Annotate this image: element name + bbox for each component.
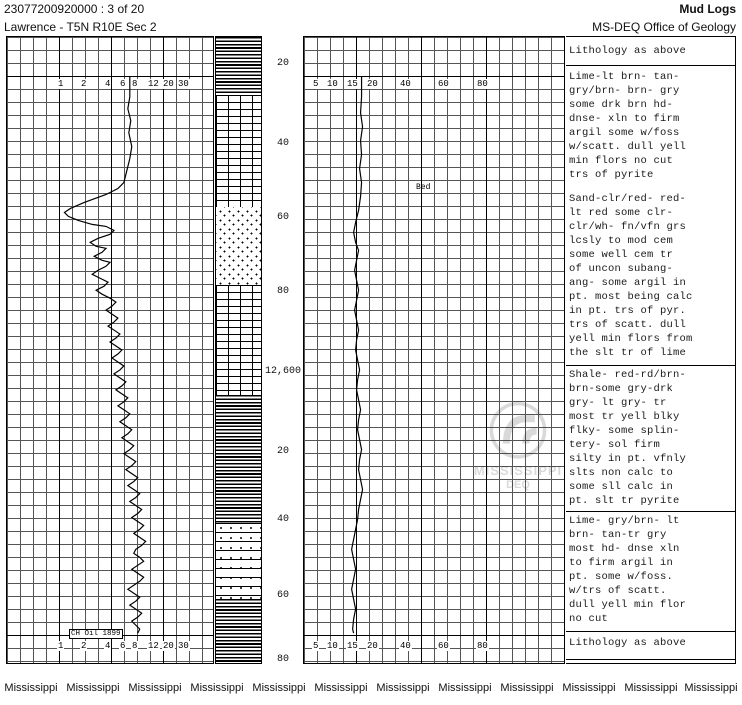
remark-line: w/trs of scatt. — [569, 585, 667, 597]
depth-tick: 60 — [276, 590, 289, 601]
remark-line: Lithology as above — [569, 637, 687, 649]
lith-segment-shale — [216, 599, 261, 664]
remark-divider — [566, 65, 735, 66]
porosity-track — [303, 36, 565, 664]
remark-line: yell min flors from — [569, 333, 693, 345]
lithology-pattern-column — [215, 36, 262, 664]
document-type: Mud Logs — [679, 2, 736, 16]
remark-line: Sand-clr/red- red- — [569, 193, 687, 205]
footer-label: Mississippi — [66, 682, 120, 694]
remark-line: pt. some w/foss. — [569, 571, 674, 583]
footer-label: Mississippi — [438, 682, 492, 694]
remark-line: w/scatt. dull yell — [569, 141, 687, 153]
lith-segment-lime — [216, 285, 261, 395]
remark-line: gry/brn- brn- gry — [569, 85, 680, 97]
depth-tick: 20 — [276, 446, 289, 457]
depth-scale — [263, 36, 303, 664]
track2-scale-3: 15 — [347, 79, 358, 89]
agency-name: MS-DEQ Office of Geology — [592, 20, 736, 34]
remark-line: some drk brn hd- — [569, 99, 674, 111]
remark-line: argil some w/foss — [569, 127, 680, 139]
track1-bscale-5: 8 — [132, 641, 138, 651]
lith-segment-sand — [216, 207, 261, 285]
remark-line: tery- sol firm — [569, 439, 661, 451]
bed-label: Bed — [416, 183, 431, 192]
track1-bscale-3: 4 — [105, 641, 111, 651]
footer-label: Mississippi — [252, 682, 306, 694]
footer-label: Mississippi — [500, 682, 554, 694]
remark-line: clr/wh- fn/vfn grs — [569, 221, 687, 233]
track2-bscale-4: 20 — [367, 641, 378, 651]
footer-label: Mississippi — [376, 682, 430, 694]
remark-line: dull yell min flor — [569, 599, 687, 611]
remark-line: flky- some splin- — [569, 425, 680, 437]
well-location: Lawrence - T5N R10E Sec 2 — [4, 20, 157, 34]
resistivity-track — [6, 36, 214, 664]
footer-label: Mississippi — [314, 682, 368, 694]
track2-scale-5: 40 — [400, 79, 411, 89]
remark-line: trs of scatt. dull — [569, 319, 687, 331]
footer-label: Mississippi — [4, 682, 58, 694]
remark-line: pt. most being calc — [569, 291, 693, 303]
remark-line: pt. slt tr pyrite — [569, 495, 680, 507]
remark-line: Shale- red-rd/brn- — [569, 369, 687, 381]
track1-scale-1: 1 — [58, 79, 64, 89]
page-header — [0, 0, 742, 36]
remark-line: Lime- gry/brn- lt — [569, 515, 680, 527]
depth-tick: 40 — [276, 138, 289, 149]
page-footer — [0, 668, 742, 705]
footer-label: Mississippi — [190, 682, 244, 694]
remark-line: slts non calc to — [569, 467, 674, 479]
porosity-curve — [304, 37, 564, 663]
track2-bscale-6: 60 — [438, 641, 449, 651]
track1-scale-2: 2 — [81, 79, 87, 89]
track1-scale-5: 8 — [132, 79, 138, 89]
remark-line: of uncon subang- — [569, 263, 674, 275]
track1-scale-7: 20 — [163, 79, 174, 89]
track1-bscale-7: 20 — [163, 641, 174, 651]
track1-scale-6: 12 — [148, 79, 159, 89]
remark-line: lt red some clr- — [569, 207, 674, 219]
track2-bscale-2: 10 — [327, 641, 338, 651]
footer-label: Mississippi — [128, 682, 182, 694]
footer-label: Mississippi — [562, 682, 616, 694]
track2-bscale-1: 5 — [313, 641, 319, 651]
track1-bscale-8: 30 — [178, 641, 189, 651]
remark-line: min flors no cut — [569, 155, 674, 167]
track1-bscale-1: 1 — [58, 641, 64, 651]
resistivity-curve — [7, 37, 213, 663]
track1-bscale-6: 12 — [148, 641, 159, 651]
track2-scale-4: 20 — [367, 79, 378, 89]
track2-bscale-5: 40 — [400, 641, 411, 651]
depth-tick: 60 — [276, 212, 289, 223]
remark-line: Lime-lt brn- tan- — [569, 71, 680, 83]
depth-tick: 20 — [276, 58, 289, 69]
footer-label: Mississippi — [624, 682, 678, 694]
track1-scale-8: 30 — [178, 79, 189, 89]
log-frame — [6, 36, 736, 664]
track1-scale-3: 4 — [105, 79, 111, 89]
remark-divider — [566, 511, 735, 512]
remark-line: most tr yell blky — [569, 411, 680, 423]
remark-divider — [566, 365, 735, 366]
api-number: 23077200920000 : 3 of 20 — [4, 2, 145, 16]
track1-bscale-2: 2 — [81, 641, 87, 651]
track2-scale-2: 10 — [327, 79, 338, 89]
lith-segment-sandlime — [216, 523, 261, 599]
track1-bscale-4: 6 — [120, 641, 126, 651]
track2-scale-7: 80 — [477, 79, 488, 89]
depth-tick: 40 — [276, 514, 289, 525]
depth-tick: 80 — [276, 654, 289, 665]
track2-scale-6: 60 — [438, 79, 449, 89]
track2-scale-1: 5 — [313, 79, 319, 89]
track2-bscale-7: 80 — [477, 641, 488, 651]
remark-line: lcsly to mod cem — [569, 235, 674, 247]
remark-divider — [566, 631, 735, 632]
track1-annotation: CH Oil 1899 — [71, 630, 121, 638]
remark-line: the slt tr of lime — [569, 347, 687, 359]
track1-scale-4: 6 — [120, 79, 126, 89]
depth-tick: 80 — [276, 286, 289, 297]
remark-line: some sll calc in — [569, 481, 674, 493]
lith-segment-shale — [216, 395, 261, 523]
remark-line: brn-some gry-drk — [569, 383, 674, 395]
track2-bscale-3: 15 — [347, 641, 358, 651]
remark-line: to firm argil in — [569, 557, 674, 569]
remark-line: some well cem tr — [569, 249, 674, 261]
remark-line: silty in pt. vfnly — [569, 453, 687, 465]
lithology-description — [566, 36, 736, 664]
remark-line: dnse- xln to firm — [569, 113, 680, 125]
remark-divider — [566, 659, 735, 660]
depth-tick-major: 12,600 — [264, 366, 301, 377]
remark-line: most hd- dnse xln — [569, 543, 680, 555]
remark-line: in pt. trs of pyr. — [569, 305, 687, 317]
remark-line: ang- some argil in — [569, 277, 687, 289]
remark-line: no cut — [569, 613, 609, 625]
lith-segment-lime — [216, 95, 261, 207]
remark-line: Lithology as above — [569, 45, 687, 57]
remark-line: gry- lt gry- tr — [569, 397, 667, 409]
remark-line: brn- tan-tr gry — [569, 529, 667, 541]
lith-segment-shale — [216, 37, 261, 95]
remark-line: trs of pyrite — [569, 169, 654, 181]
footer-label: Mississippi — [684, 682, 738, 694]
